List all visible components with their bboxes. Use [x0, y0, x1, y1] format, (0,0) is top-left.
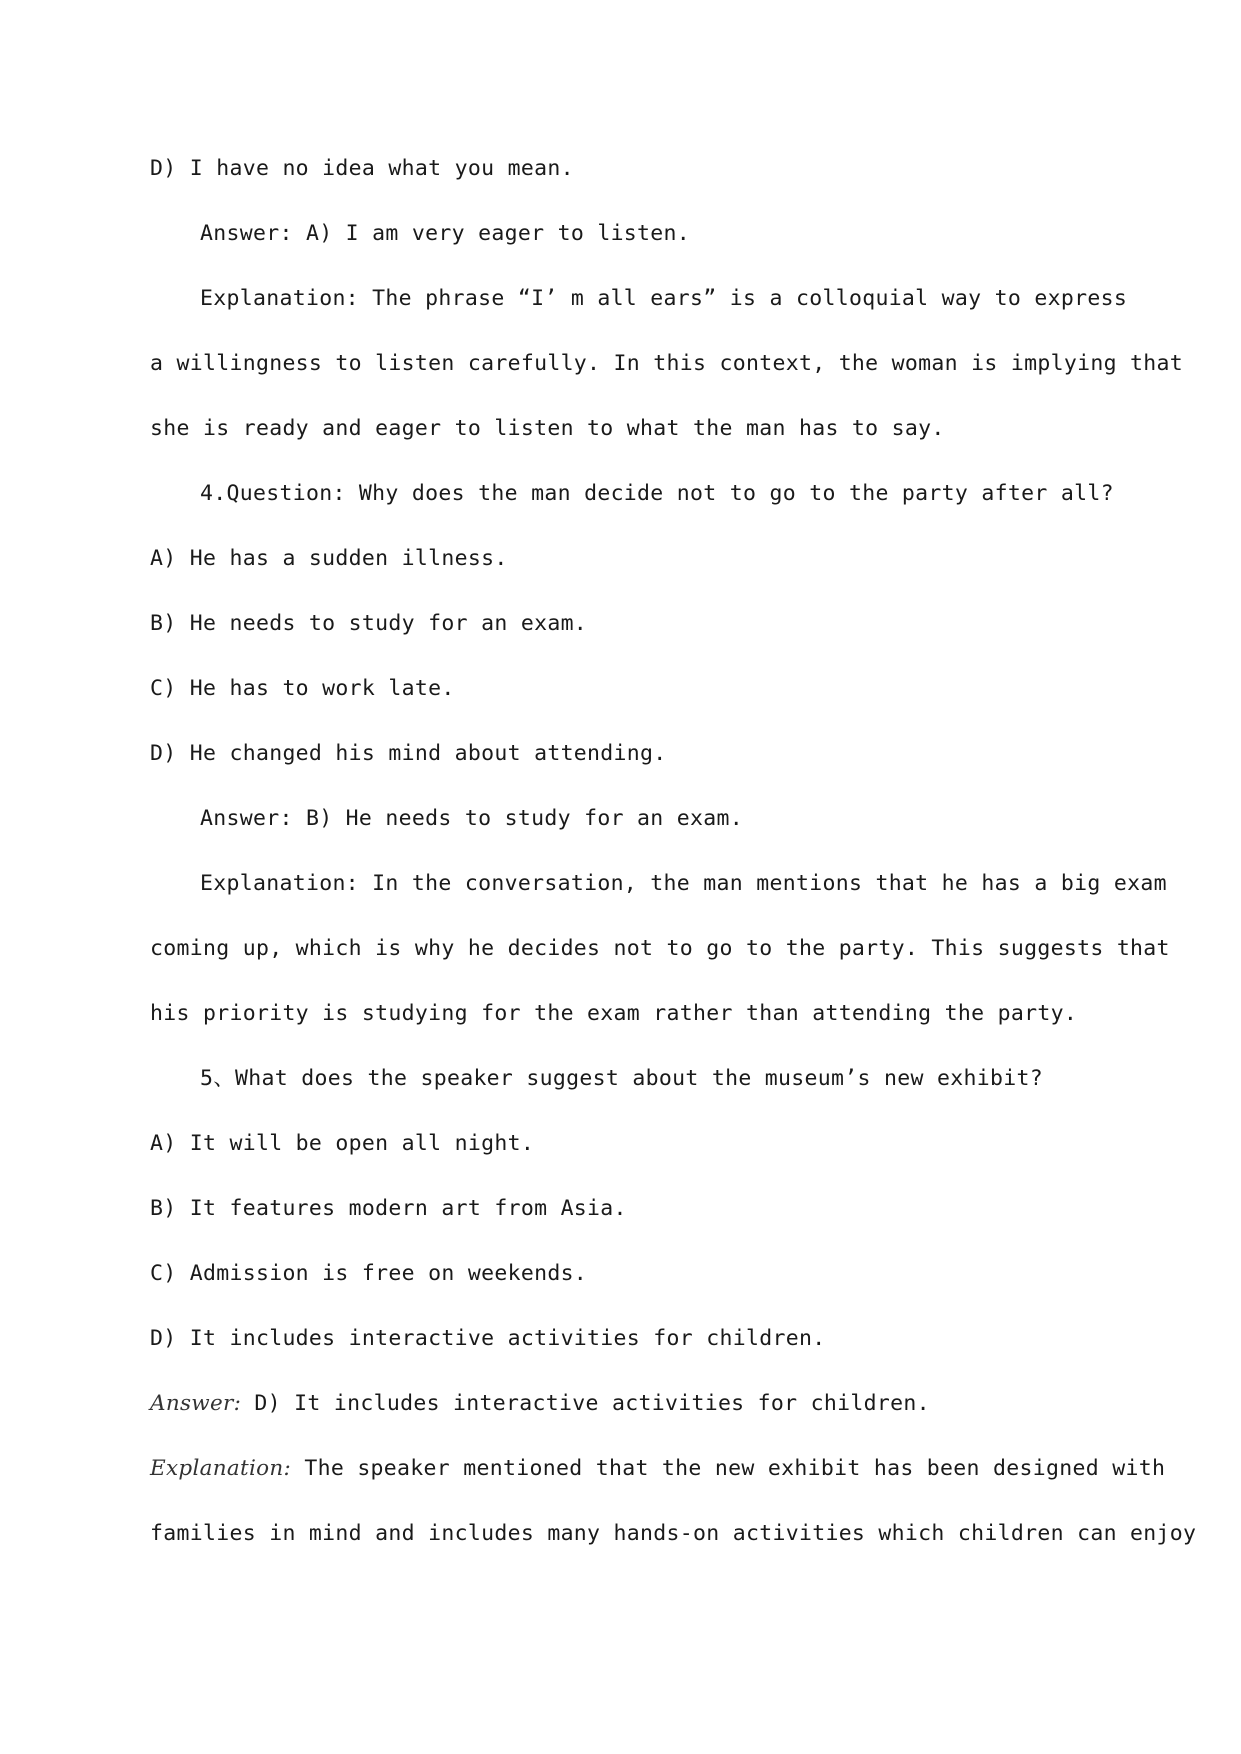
q4-explanation-line-3: his priority is studying for the exam rather than attending the party.: [150, 1001, 1078, 1026]
q3-answer: Answer: A) I am very eager to listen.: [200, 221, 691, 246]
q3-explanation-line-1: Explanation: The phrase “I’ m all ears” is a colloquial way to express: [200, 286, 1128, 311]
document-page: [150, 136, 1197, 1566]
q5-explanation-line-1: [150, 1436, 1166, 1501]
q4-question: 4.Question: Why does the man decide not to go to the party after all?: [200, 481, 1114, 506]
q4-option-d: D) He changed his mind about attending.: [150, 741, 667, 766]
q4-option-b: B) He needs to study for an exam.: [150, 611, 588, 636]
q5-question: 5、What does the speaker suggest about the museum’s new exhibit?: [200, 1066, 1043, 1091]
q5-answer-label: Answer:: [150, 1391, 242, 1416]
q4-explanation-line-1: Explanation: In the conversation, the man mentions that he has a big exam: [200, 871, 1167, 896]
q3-explanation-line-2: a willingness to listen carefully. In this context, the woman is implying that: [150, 351, 1184, 376]
q4-option-a: A) He has a sudden illness.: [150, 546, 508, 571]
q4-explanation-line-2: coming up, which is why he decides not to go to the party. This suggests that: [150, 936, 1170, 961]
q5-option-d: D) It includes interactive activities for children.: [150, 1326, 826, 1351]
q5-explanation-label: Explanation:: [150, 1456, 292, 1481]
q5-answer: [150, 1371, 1090, 1436]
q5-answer-text: D) It includes interactive activities for children.: [241, 1391, 930, 1416]
q5-explanation-text: The speaker mentioned that the new exhibit has been designed with: [291, 1456, 1166, 1481]
q5-option-a: A) It will be open all night.: [150, 1131, 535, 1156]
q4-option-c: C) He has to work late.: [150, 676, 455, 701]
q5-explanation-line-2: families in mind and includes many hands-on activities which children can enjoy: [150, 1521, 1197, 1546]
q5-option-b: B) It features modern art from Asia.: [150, 1196, 627, 1221]
q4-answer: Answer: B) He needs to study for an exam.: [200, 806, 744, 831]
q3-option-d: D) I have no idea what you mean.: [150, 156, 574, 181]
q3-explanation-line-3: she is ready and eager to listen to what the man has to say.: [150, 416, 945, 441]
q5-option-c: C) Admission is free on weekends.: [150, 1261, 588, 1286]
